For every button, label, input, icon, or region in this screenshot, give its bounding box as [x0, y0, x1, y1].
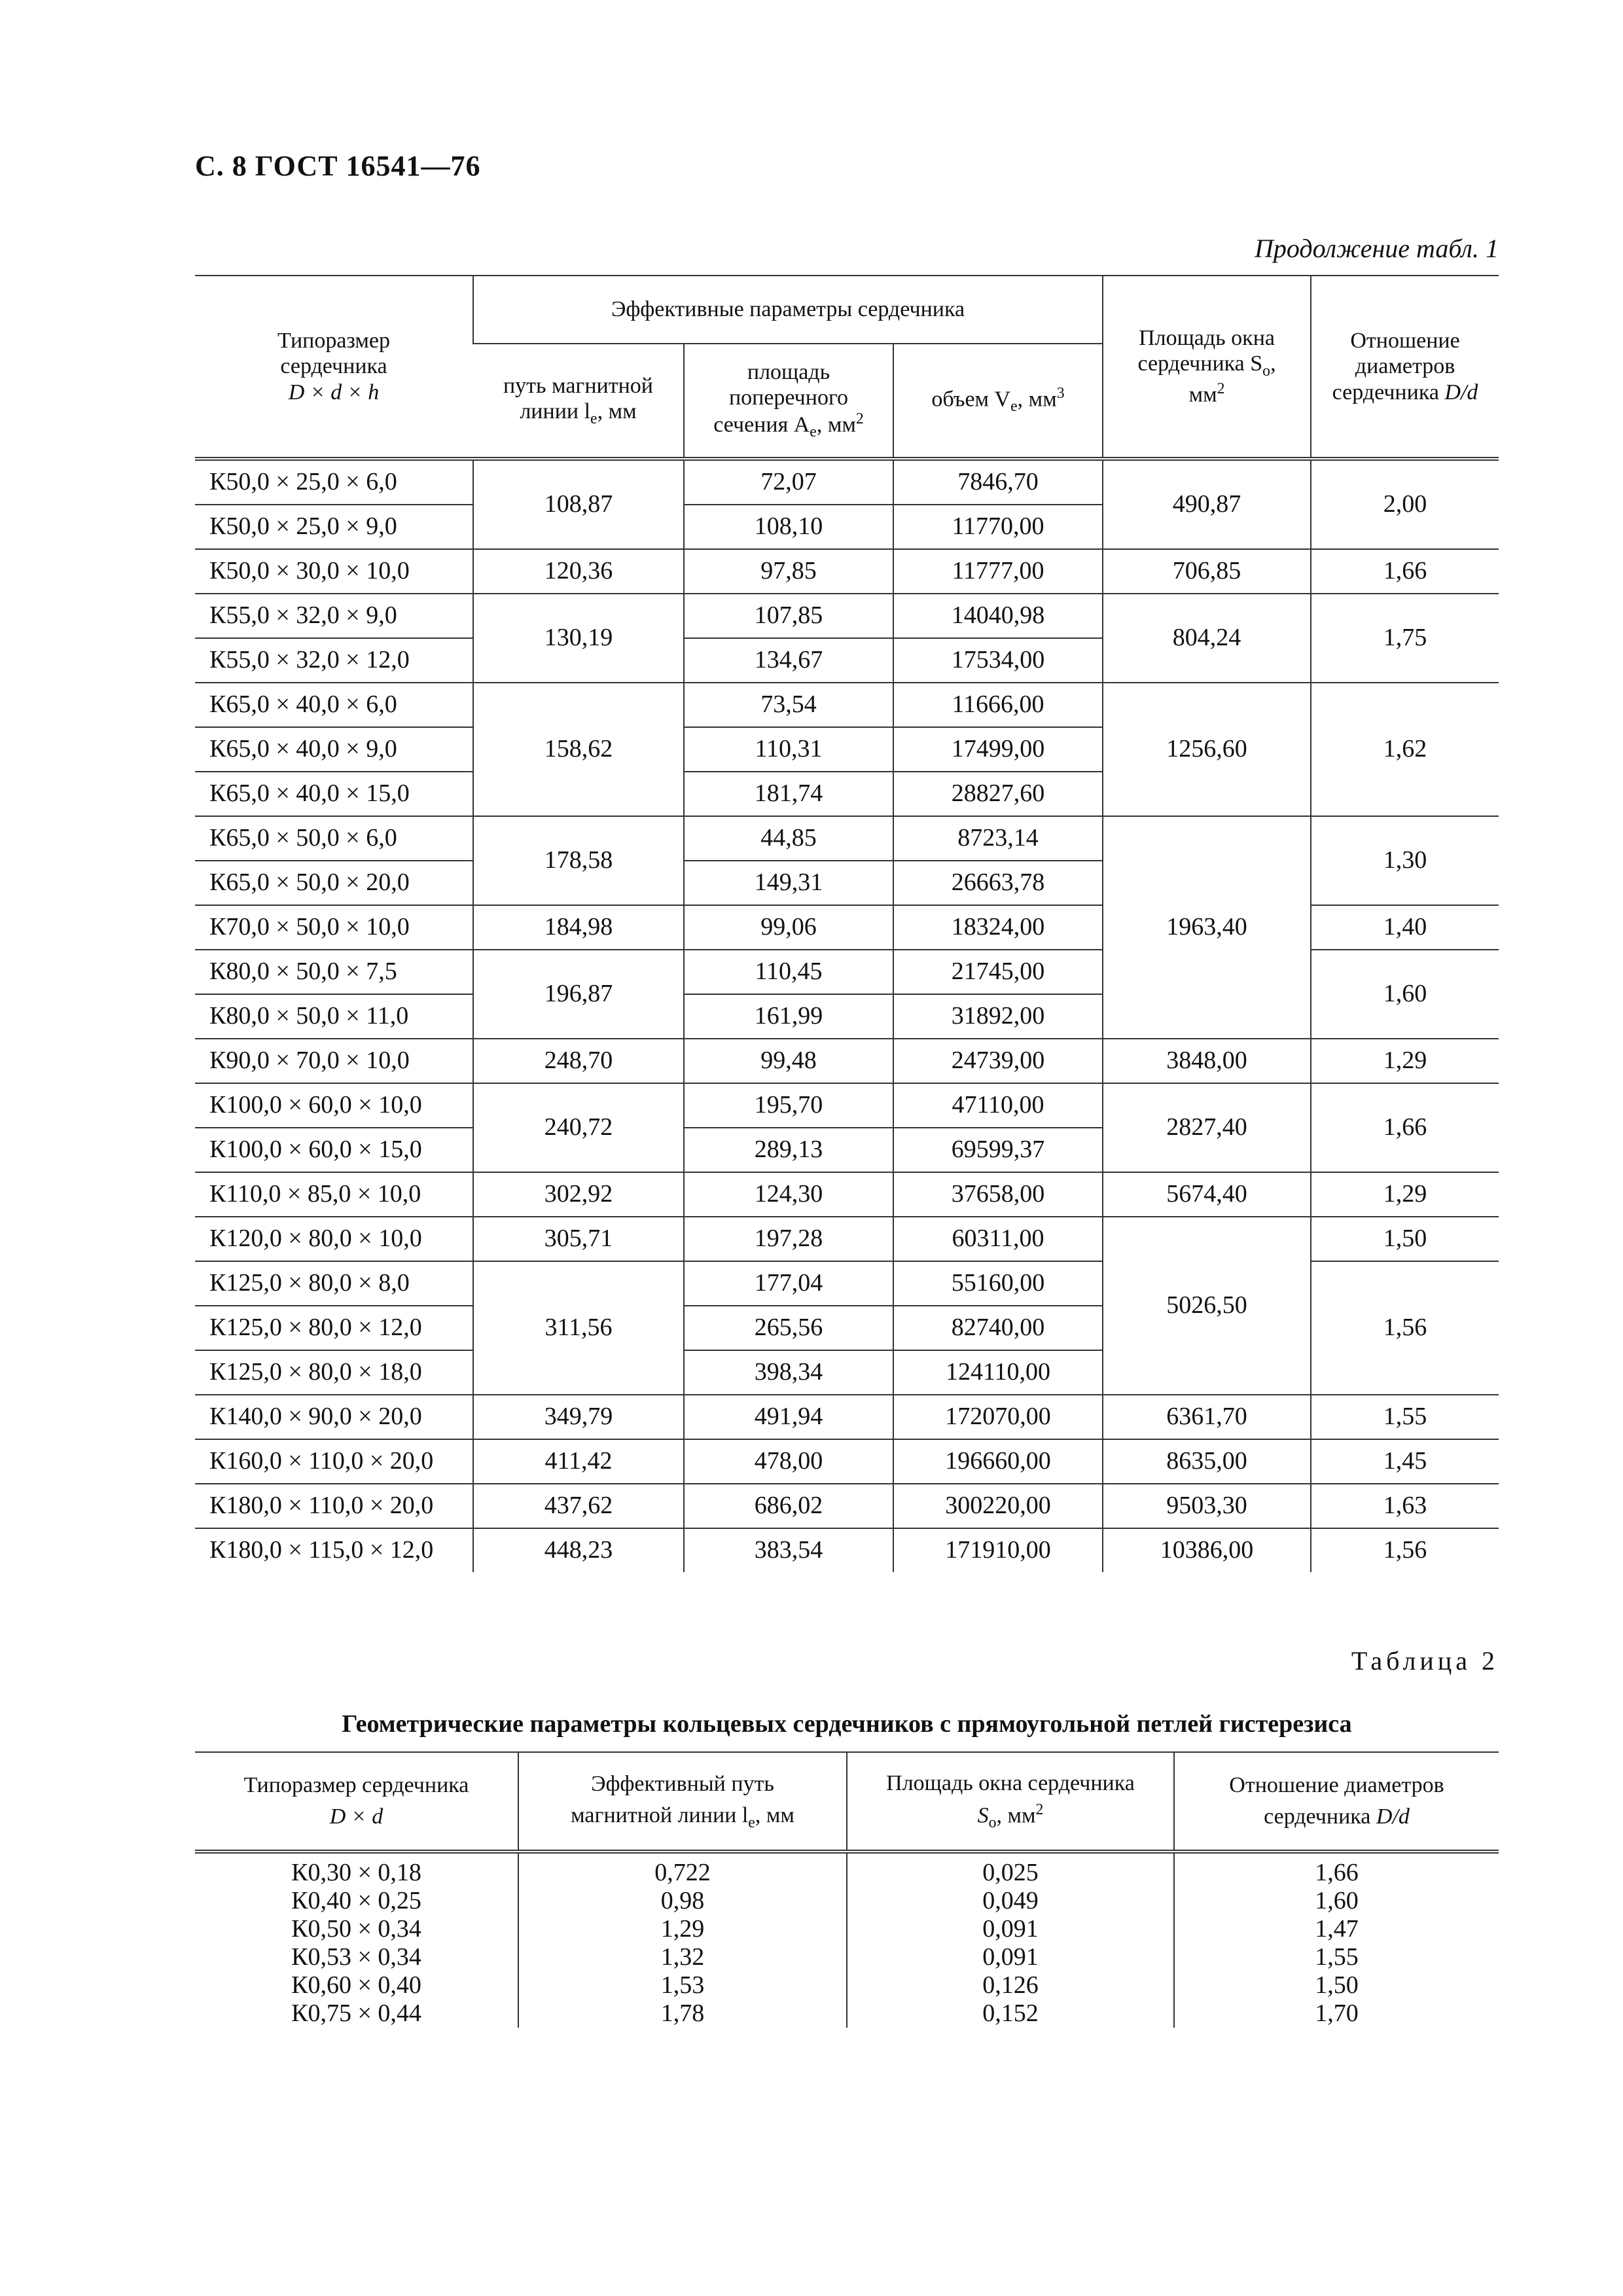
t2-cell-path: 1,53	[518, 1971, 847, 2000]
t2-cell-size: К0,50 × 0,34	[291, 1915, 421, 1943]
cell-window: 490,87	[1103, 459, 1311, 549]
cell-ratio: 1,29	[1311, 1039, 1499, 1083]
cell-ratio: 1,55	[1311, 1395, 1499, 1439]
t2-cell-size: К0,75 × 0,44	[291, 2000, 421, 2027]
t2-cell-size: К0,60 × 0,40	[291, 1971, 421, 1999]
cell-size: К70,0 × 50,0 × 10,0	[195, 905, 473, 950]
cell-ratio: 1,29	[1311, 1172, 1499, 1217]
cell-path: 184,98	[473, 905, 684, 950]
cell-path: 248,70	[473, 1039, 684, 1083]
cell-area: 181,74	[684, 772, 893, 816]
t2-cell-ratio: 1,60	[1174, 1887, 1499, 1915]
cell-volume: 31892,00	[893, 994, 1103, 1039]
cell-path: 302,92	[473, 1172, 684, 1217]
t2-cell-size: К0,40 × 0,25	[291, 1887, 421, 1914]
header-size: Типоразмер сердечника D × d × h	[195, 276, 473, 459]
cell-ratio: 1,60	[1311, 950, 1499, 1039]
table-2	[195, 1751, 1499, 2028]
cell-area: 73,54	[684, 683, 893, 727]
cell-path: 437,62	[473, 1484, 684, 1528]
cell-area: 383,54	[684, 1528, 893, 1572]
table-continuation-label: Продолжение табл. 1	[1254, 234, 1499, 263]
cell-ratio: 1,56	[1311, 1261, 1499, 1395]
cell-area: 398,34	[684, 1350, 893, 1395]
cell-size: К55,0 × 32,0 × 9,0	[195, 594, 473, 638]
cell-window: 8635,00	[1103, 1439, 1311, 1484]
cell-area: 161,99	[684, 994, 893, 1039]
cell-size: К80,0 × 50,0 × 7,5	[195, 950, 473, 994]
cell-ratio: 2,00	[1311, 459, 1499, 549]
t2-cell-path: 0,722	[518, 1852, 847, 1887]
header-cross-area: площадь поперечного сечения $A_e$, $мм^2$	[684, 344, 893, 459]
cell-window: 3848,00	[1103, 1039, 1311, 1083]
cell-path: 196,87	[473, 950, 684, 1039]
header-effective-params: Эффективные параметры сердечника	[473, 276, 1103, 344]
cell-area: 289,13	[684, 1128, 893, 1172]
cell-area: 195,70	[684, 1083, 893, 1128]
cell-window: 2827,40	[1103, 1083, 1311, 1172]
cell-window: 1963,40	[1103, 816, 1311, 1039]
cell-volume: 171910,00	[893, 1528, 1103, 1572]
cell-ratio: 1,30	[1311, 816, 1499, 905]
cell-area: 134,67	[684, 638, 893, 683]
cell-window: 706,85	[1103, 549, 1311, 594]
cell-size: К55,0 × 32,0 × 12,0	[195, 638, 473, 683]
cell-window: 9503,30	[1103, 1484, 1311, 1528]
cell-size: К65,0 × 40,0 × 6,0	[195, 683, 473, 727]
cell-ratio: 1,66	[1311, 549, 1499, 594]
cell-size: К65,0 × 40,0 × 15,0	[195, 772, 473, 816]
cell-path: 305,71	[473, 1217, 684, 1261]
cell-volume: 82740,00	[893, 1306, 1103, 1350]
t2-cell-window: 0,091	[847, 1915, 1174, 1943]
cell-volume: 69599,37	[893, 1128, 1103, 1172]
table-row	[195, 1887, 1499, 1915]
cell-area: 197,28	[684, 1217, 893, 1261]
cell-size: К100,0 × 60,0 × 10,0	[195, 1083, 473, 1128]
cell-area: 99,06	[684, 905, 893, 950]
table-2-title: Геометрические параметры кольцевых сердечников с прямоугольной петлей гистерезиса	[342, 1710, 1352, 1738]
cell-area: 478,00	[684, 1439, 893, 1484]
cell-size: К120,0 × 80,0 × 10,0	[195, 1217, 473, 1261]
t2-cell-ratio: 1,66	[1174, 1852, 1499, 1887]
cell-path: 120,36	[473, 549, 684, 594]
cell-ratio: 1,40	[1311, 905, 1499, 950]
cell-window: 5674,40	[1103, 1172, 1311, 1217]
cell-path: 240,72	[473, 1083, 684, 1172]
t2-cell-ratio: 1,50	[1174, 1971, 1499, 2000]
cell-size: К160,0 × 110,0 × 20,0	[195, 1439, 473, 1484]
t2-header-path: Эффективный путь магнитной линии $l_e$, мм	[518, 1752, 847, 1852]
cell-size: К65,0 × 40,0 × 9,0	[195, 727, 473, 772]
cell-size: К125,0 × 80,0 × 18,0	[195, 1350, 473, 1395]
t2-cell-size: К0,30 × 0,18	[291, 1859, 421, 1886]
cell-size: К100,0 × 60,0 × 15,0	[195, 1128, 473, 1172]
header-volume: объем $V_e$, $мм^3$	[893, 344, 1103, 459]
cell-volume: 11777,00	[893, 549, 1103, 594]
cell-volume: 8723,14	[893, 816, 1103, 861]
t2-cell-window: 0,025	[847, 1852, 1174, 1887]
cell-volume: 47110,00	[893, 1083, 1103, 1128]
cell-size: К140,0 × 90,0 × 20,0	[195, 1395, 473, 1439]
cell-size: К50,0 × 25,0 × 6,0	[195, 459, 473, 505]
cell-ratio: 1,62	[1311, 683, 1499, 816]
cell-area: 686,02	[684, 1484, 893, 1528]
header-window-area: Площадь окна сердечника $S_o$, $мм^2$	[1103, 276, 1311, 459]
table-row	[195, 1971, 1499, 2000]
t2-cell-ratio: 1,47	[1174, 1915, 1499, 1943]
cell-size: К50,0 × 30,0 × 10,0	[195, 549, 473, 594]
cell-volume: 18324,00	[893, 905, 1103, 950]
cell-volume: 21745,00	[893, 950, 1103, 994]
cell-size: К125,0 × 80,0 × 12,0	[195, 1306, 473, 1350]
header-path-length: путь магнитной линии $l_e$, мм	[473, 344, 684, 459]
cell-area: 44,85	[684, 816, 893, 861]
cell-volume: 17499,00	[893, 727, 1103, 772]
cell-size: К65,0 × 50,0 × 20,0	[195, 861, 473, 905]
cell-size: К50,0 × 25,0 × 9,0	[195, 505, 473, 549]
cell-window: 1256,60	[1103, 683, 1311, 816]
page-header: С. 8 ГОСТ 16541—76	[195, 150, 481, 182]
cell-area: 177,04	[684, 1261, 893, 1306]
cell-volume: 124110,00	[893, 1350, 1103, 1395]
cell-ratio: 1,56	[1311, 1528, 1499, 1572]
cell-ratio: 1,45	[1311, 1439, 1499, 1484]
cell-area: 108,10	[684, 505, 893, 549]
t2-header-ratio: Отношение диаметров сердечника D/d	[1174, 1752, 1499, 1852]
cell-volume: 11770,00	[893, 505, 1103, 549]
cell-path: 411,42	[473, 1439, 684, 1484]
table-1	[195, 275, 1499, 1572]
cell-size: К80,0 × 50,0 × 11,0	[195, 994, 473, 1039]
cell-area: 72,07	[684, 459, 893, 505]
cell-area: 97,85	[684, 549, 893, 594]
cell-window: 804,24	[1103, 594, 1311, 683]
t2-cell-ratio: 1,70	[1174, 2000, 1499, 2028]
t2-cell-window: 0,126	[847, 1971, 1174, 2000]
cell-size: К65,0 × 50,0 × 6,0	[195, 816, 473, 861]
cell-ratio: 1,75	[1311, 594, 1499, 683]
cell-volume: 11666,00	[893, 683, 1103, 727]
cell-volume: 37658,00	[893, 1172, 1103, 1217]
t2-header-window: Площадь окна сердечника $S_o$, $мм^2$	[847, 1752, 1174, 1852]
t2-header-size: Типоразмер сердечника D × d	[195, 1752, 518, 1852]
cell-area: 149,31	[684, 861, 893, 905]
table-row	[195, 1852, 1499, 1887]
table-2-label: Таблица 2	[1351, 1646, 1499, 1676]
cell-area: 491,94	[684, 1395, 893, 1439]
cell-volume: 28827,60	[893, 772, 1103, 816]
cell-volume: 7846,70	[893, 459, 1103, 505]
cell-path: 130,19	[473, 594, 684, 683]
t2-cell-path: 1,29	[518, 1915, 847, 1943]
t2-cell-window: 0,091	[847, 1943, 1174, 1971]
cell-area: 265,56	[684, 1306, 893, 1350]
table-row	[195, 1943, 1499, 1971]
cell-volume: 14040,98	[893, 594, 1103, 638]
table-row	[195, 2000, 1499, 2028]
table-row	[195, 1915, 1499, 1943]
t2-cell-path: 1,32	[518, 1943, 847, 1971]
cell-size: К90,0 × 70,0 × 10,0	[195, 1039, 473, 1083]
cell-ratio: 1,63	[1311, 1484, 1499, 1528]
cell-path: 158,62	[473, 683, 684, 816]
cell-area: 124,30	[684, 1172, 893, 1217]
cell-size: К180,0 × 115,0 × 12,0	[195, 1528, 473, 1572]
cell-window: 5026,50	[1103, 1217, 1311, 1395]
cell-volume: 24739,00	[893, 1039, 1103, 1083]
cell-volume: 300220,00	[893, 1484, 1103, 1528]
cell-path: 349,79	[473, 1395, 684, 1439]
cell-volume: 26663,78	[893, 861, 1103, 905]
cell-volume: 60311,00	[893, 1217, 1103, 1261]
t2-cell-window: 0,049	[847, 1887, 1174, 1915]
cell-path: 178,58	[473, 816, 684, 905]
cell-area: 107,85	[684, 594, 893, 638]
t2-cell-size: К0,53 × 0,34	[291, 1943, 421, 1971]
cell-volume: 196660,00	[893, 1439, 1103, 1484]
cell-path: 108,87	[473, 459, 684, 549]
cell-path: 311,56	[473, 1261, 684, 1395]
cell-path: 448,23	[473, 1528, 684, 1572]
t2-cell-window: 0,152	[847, 2000, 1174, 2028]
cell-size: К180,0 × 110,0 × 20,0	[195, 1484, 473, 1528]
cell-ratio: 1,50	[1311, 1217, 1499, 1261]
t2-cell-path: 1,78	[518, 2000, 847, 2028]
cell-window: 6361,70	[1103, 1395, 1311, 1439]
cell-ratio: 1,66	[1311, 1083, 1499, 1172]
cell-window: 10386,00	[1103, 1528, 1311, 1572]
cell-volume: 55160,00	[893, 1261, 1103, 1306]
cell-area: 99,48	[684, 1039, 893, 1083]
cell-size: К125,0 × 80,0 × 8,0	[195, 1261, 473, 1306]
t2-cell-ratio: 1,55	[1174, 1943, 1499, 1971]
cell-volume: 172070,00	[893, 1395, 1103, 1439]
cell-volume: 17534,00	[893, 638, 1103, 683]
header-diameter-ratio: Отношение диаметров сердечника D/d	[1311, 276, 1499, 459]
cell-area: 110,31	[684, 727, 893, 772]
cell-area: 110,45	[684, 950, 893, 994]
cell-size: К110,0 × 85,0 × 10,0	[195, 1172, 473, 1217]
t2-cell-path: 0,98	[518, 1887, 847, 1915]
